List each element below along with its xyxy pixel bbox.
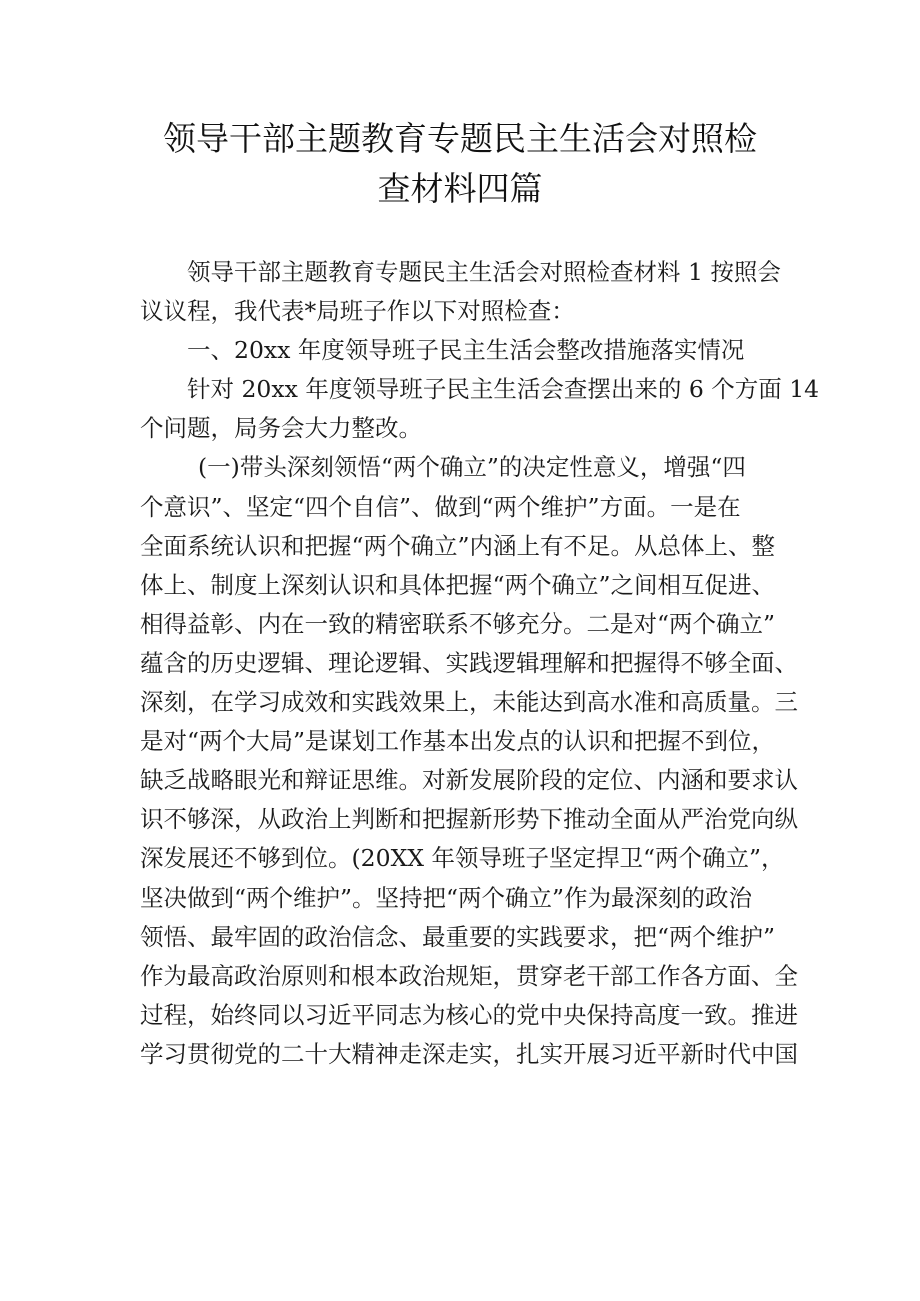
- document-body: [140, 253, 820, 1074]
- paragraph-summary: [140, 370, 820, 448]
- text-line: 缺乏战略眼光和辩证思维。对新发展阶段的定位、内涵和要求认: [140, 766, 798, 795]
- text-line: 蕴含的历史逻辑、理论逻辑、实践逻辑理解和把握得不够全面、: [140, 648, 798, 677]
- text-line: 全面系统认识和把握“两个确立”内涵上有不足。从总体上、整: [140, 531, 776, 560]
- text-line: 识不够深，从政治上判断和把握新形势下推动全面从严治党向纵: [140, 805, 798, 834]
- text-line: 议议程，我代表*局班子作以下对照检查：: [140, 297, 575, 326]
- text-line: 学习贯彻党的二十大精神走深走实，扎实开展习近平新时代中国: [140, 1039, 798, 1068]
- text-line: 作为最高政治原则和根本政治规矩，贯穿老干部工作各方面、全: [140, 961, 798, 990]
- document-title: [120, 114, 800, 214]
- paragraph-section-heading: [140, 331, 790, 370]
- paragraph-item-one: [140, 448, 798, 1074]
- text-line: 一、20xx 年度领导班子民主生活会整改措施落实情况: [187, 336, 745, 365]
- title-line-1: 领导干部主题教育专题民主生活会对照检: [163, 119, 757, 158]
- text-line: 是对“两个大局”是谋划工作基本出发点的认识和把握不到位，: [140, 727, 776, 756]
- text-line: 个问题，局务会大力整改。: [140, 414, 422, 443]
- text-line: 领导干部主题教育专题民主生活会对照检查材料 1 按照会: [187, 258, 781, 286]
- title-line-2: 查材料四篇: [377, 169, 543, 208]
- text-line: 个意识”、坚定“四个自信”、做到“两个维护”方面。一是在: [140, 492, 741, 521]
- text-line: 领悟、最牢固的政治信念、最重要的实践要求，把“两个维护”: [140, 922, 776, 951]
- text-line: 坚决做到“两个维护”。坚持把“两个确立”作为最深刻的政治: [140, 883, 753, 912]
- text-line: 深刻，在学习成效和实践效果上，未能达到高水准和高质量。三: [140, 688, 798, 717]
- text-line: 过程，始终同以习近平同志为核心的党中央保持高度一致。推进: [140, 1000, 798, 1029]
- text-line: (一)带头深刻领悟“两个确立”的决定性意义，增强“四: [198, 453, 746, 482]
- text-line: 相得益彰、内在一致的精密联系不够充分。二是对“两个确立”: [140, 609, 776, 638]
- text-line: 体上、制度上深刻认识和具体把握“两个确立”之间相互促进、: [140, 570, 776, 599]
- text-line: 深发展还不够到位。(20XX 年领导班子坚定捍卫“两个确立”，: [140, 844, 785, 873]
- paragraph-intro: [140, 253, 790, 331]
- text-line: 针对 20xx 年度领导班子民主生活会查摆出来的 6 个方面 14: [187, 375, 820, 404]
